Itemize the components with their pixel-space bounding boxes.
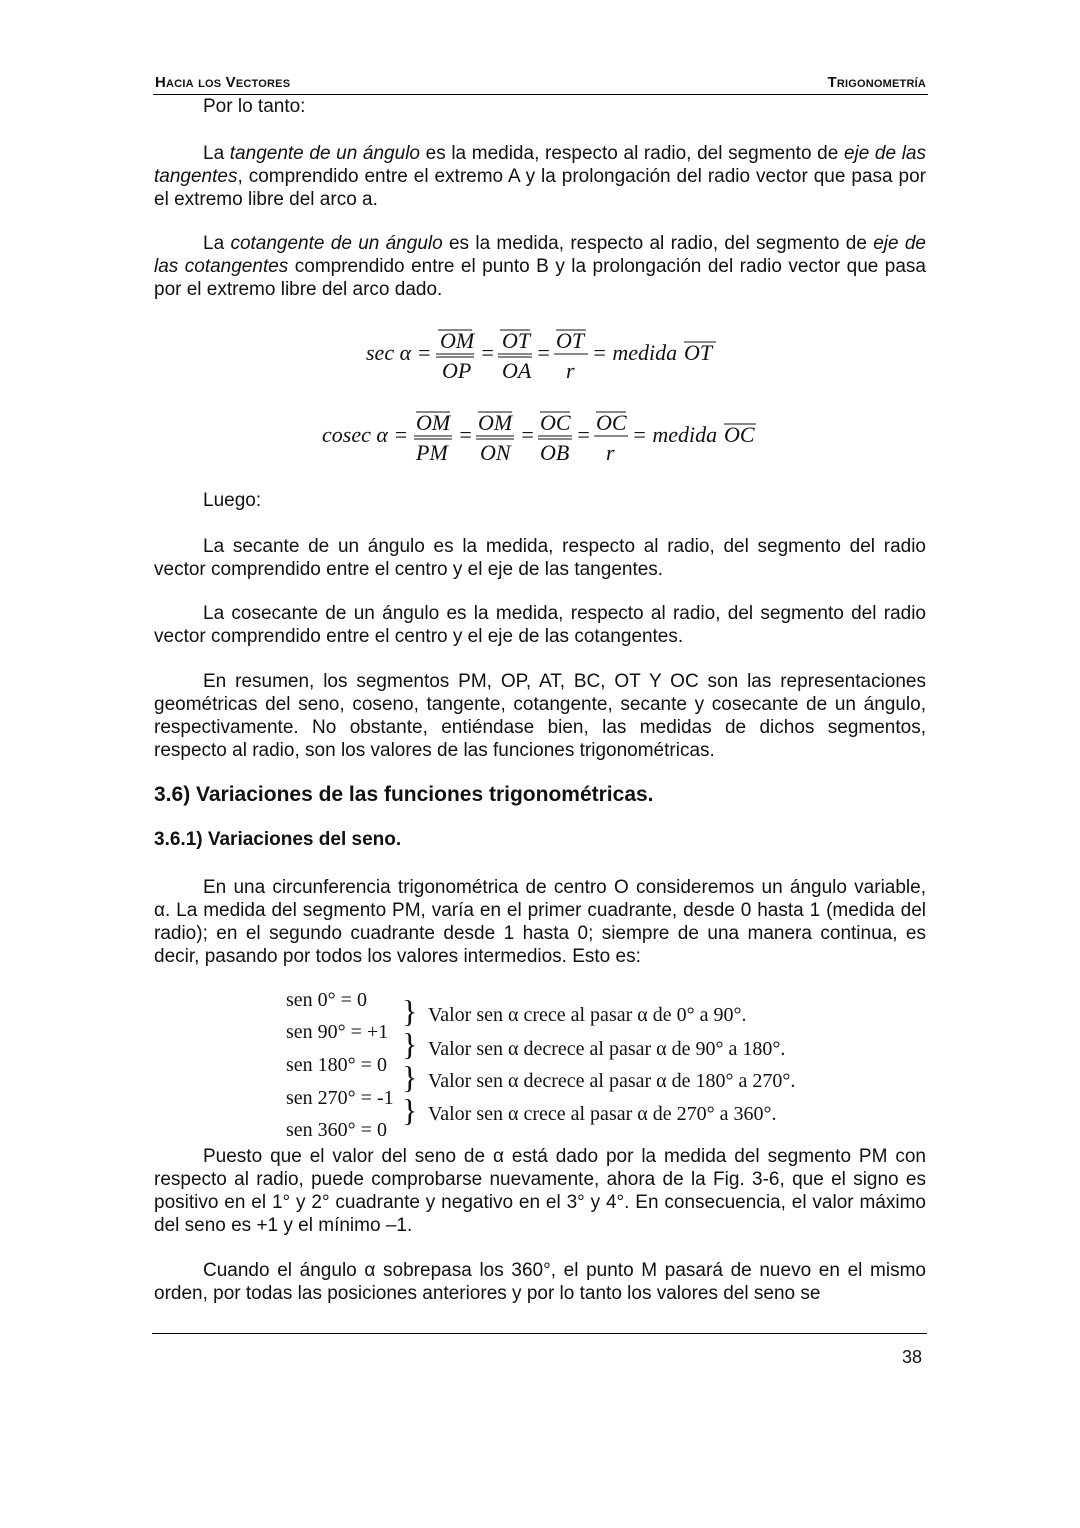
svg-text:OM: OM: [478, 410, 513, 435]
svg-text:=: =: [576, 422, 591, 447]
svg-text:OT: OT: [684, 340, 713, 365]
header-chapter-title: Trigonometría: [827, 74, 926, 91]
header-book-title: Hacia los Vectores: [155, 74, 291, 91]
svg-text:OC: OC: [724, 422, 755, 447]
svg-text:cosec α =: cosec α =: [322, 422, 409, 447]
tangent-paragraph: La tangente de un ángulo es la medida, respecto al radio, del segmento de eje de las tangentes, comprendido entre el extremo A y la prolongación del radio vector que pasa por el extremo libre del arco a.: [154, 143, 926, 210]
brace-icon: }: [402, 1092, 418, 1128]
svg-text:OM: OM: [440, 328, 475, 353]
svg-text:ON: ON: [480, 440, 511, 465]
brace-icon: }: [402, 993, 418, 1029]
svg-text:OA: OA: [502, 358, 532, 383]
svg-text:=: =: [536, 340, 551, 365]
subsection-heading: 3.6.1) Variaciones del seno.: [154, 829, 402, 850]
sine-note: Valor sen α crece al pasar α de 270° a 360°.: [428, 1103, 777, 1125]
sine-values-table: [284, 986, 824, 1142]
sine-value-row: sen 90° = +1: [286, 1021, 389, 1043]
sine-note: Valor sen α decrece al pasar α de 90° a 180°.: [428, 1038, 786, 1060]
sine-value-row: sen 360° = 0: [286, 1119, 387, 1141]
secant-paragraph: La secante de un ángulo es la medida, respecto al radio, del segmento del radio vector comprendido entre el centro y el eje de las tangentes.: [154, 536, 926, 580]
svg-text:PM: PM: [416, 440, 448, 465]
cosecant-formula: [318, 404, 768, 466]
sign-paragraph: Puesto que el valor del seno de α está dado por la medida del segmento PM con respecto al radio, puede comprobarse nuevamente, ahora de la Fig. 3-6, que el signo es positivo en el 1° y 2° cuadrante y negativo en el 3° y 4°. En consecuencia, el valor máximo del seno es +1 y el mínimo –1.: [154, 1146, 926, 1236]
sine-note: Valor sen α crece al pasar α de 0° a 90°.: [428, 1004, 747, 1026]
summary-paragraph: En resumen, los segmentos PM, OP, AT, BC, OT Y OC son las representaciones geométricas del seno, coseno, tangente, cotangente, secante y cosecante de un ángulo, respectivamente. No obstante, entiéndase bien, las medidas de dichos segmentos, respecto al radio, son los valores de las funciones trigonométricas.: [154, 671, 926, 761]
svg-text:= medida: = medida: [632, 422, 718, 447]
svg-text:r: r: [606, 440, 615, 465]
svg-text:OC: OC: [540, 410, 571, 435]
sine-value-row: sen 0° = 0: [286, 989, 367, 1011]
svg-text:= medida: = medida: [592, 340, 678, 365]
luego-label: Luego:: [203, 490, 262, 511]
sine-note: Valor sen α decrece al pasar α de 180° a 270°.: [428, 1070, 796, 1092]
svg-text:OT: OT: [556, 328, 585, 353]
intro-label: Por lo tanto:: [203, 96, 306, 117]
periodic-paragraph: Cuando el ángulo α sobrepasa los 360°, el punto M pasará de nuevo en el mismo orden, por todas las posiciones anteriores y por lo tanto los valores del seno se: [154, 1260, 926, 1304]
svg-text:=: =: [458, 422, 473, 447]
cosecant-paragraph: La cosecante de un ángulo es la medida, respecto al radio, del segmento del radio vector comprendido entre el centro y el eje de las cotangentes.: [154, 603, 926, 647]
sine-value-row: sen 180° = 0: [286, 1054, 387, 1076]
cotangent-paragraph: La cotangente de un ángulo es la medida, respecto al radio, del segmento de eje de las cotangentes comprendido entre el punto B y la prolongación del radio vector que pasa por el extremo libre del arco dado.: [154, 233, 927, 300]
svg-text:OC: OC: [596, 410, 627, 435]
section-heading: 3.6) Variaciones de las funciones trigonométricas.: [154, 783, 654, 806]
secant-formula: [360, 322, 740, 384]
brace-icon: }: [402, 1059, 418, 1095]
svg-text:=: =: [520, 422, 535, 447]
page-number: 38: [901, 1347, 922, 1367]
svg-text:OT: OT: [502, 328, 531, 353]
brace-icon: }: [402, 1026, 418, 1062]
svg-text:OM: OM: [416, 410, 451, 435]
footer-divider: [152, 1333, 927, 1334]
page-header: [153, 74, 928, 95]
sine-value-row: sen 270° = -1: [286, 1087, 394, 1109]
svg-text:OP: OP: [442, 358, 472, 383]
svg-text:=: =: [480, 340, 495, 365]
variation-paragraph: En una circunferencia trigonométrica de centro O consideremos un ángulo variable, α. La medida del segmento PM, varía en el primer cuadrante, desde 0 hasta 1 (medida del radio); en el segundo cuadrante desde 1 hasta 0; siempre de una manera continua, es decir, pasando por todos los valores intermedios. Esto es:: [154, 877, 926, 967]
svg-text:r: r: [566, 358, 575, 383]
svg-text:sec α =: sec α =: [366, 340, 432, 365]
svg-text:OB: OB: [540, 440, 570, 465]
